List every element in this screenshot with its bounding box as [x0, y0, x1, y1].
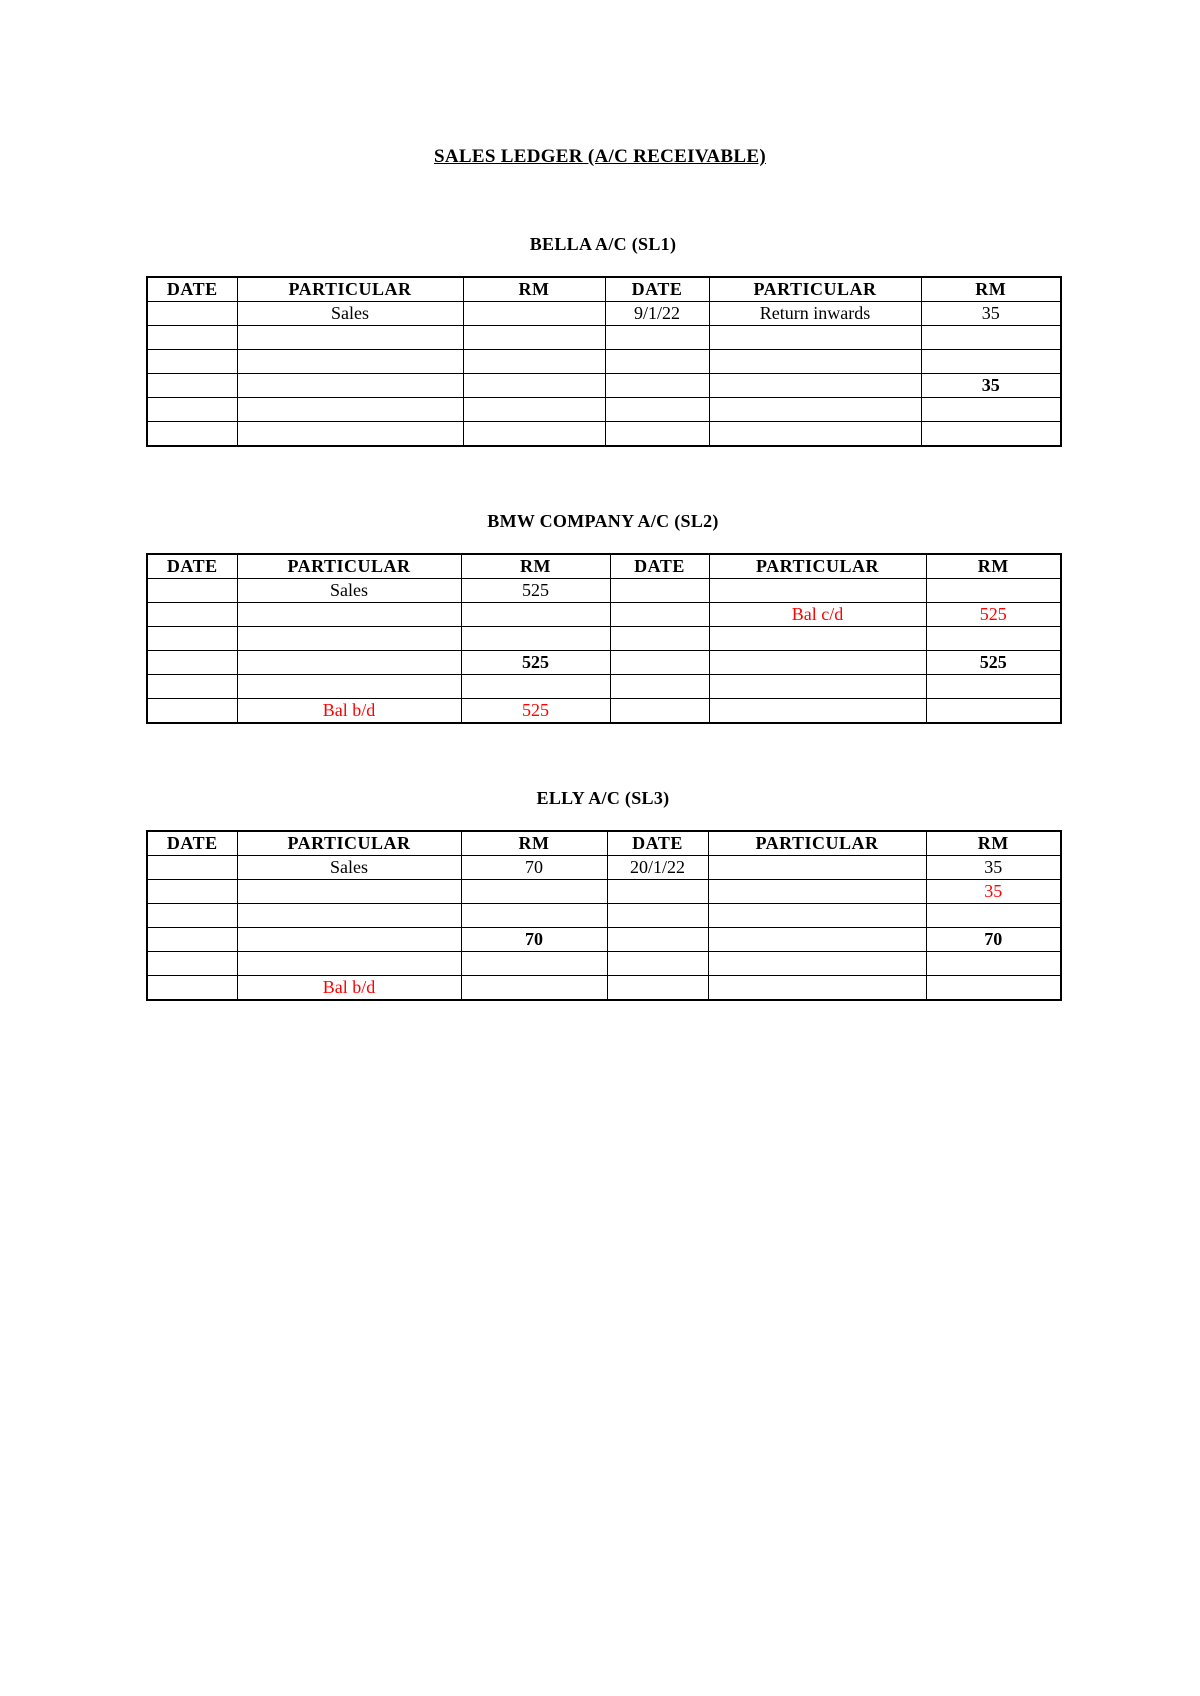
header-rm: RM [926, 831, 1061, 856]
debit-rm-cell [461, 976, 607, 1001]
credit-particular-cell [708, 952, 926, 976]
debit-particular-cell: Sales [237, 579, 461, 603]
credit-rm-cell [926, 699, 1061, 724]
debit-particular-cell [237, 675, 461, 699]
page-title: SALES LEDGER (A/C RECEIVABLE) [434, 146, 766, 167]
debit-date-cell [147, 627, 237, 651]
credit-date-cell [607, 880, 708, 904]
credit-rm-cell: 70 [926, 928, 1061, 952]
table-row [147, 880, 1061, 904]
table-row [147, 904, 1061, 928]
debit-particular-cell [237, 880, 461, 904]
header-date: DATE [605, 277, 709, 302]
debit-rm-cell [461, 952, 607, 976]
header-particular: PARTICULAR [708, 831, 926, 856]
credit-rm-cell [921, 398, 1061, 422]
debit-particular-cell: Bal b/d [237, 976, 461, 1001]
credit-rm-cell [921, 422, 1061, 447]
debit-date-cell [147, 928, 237, 952]
credit-particular-cell [709, 350, 921, 374]
credit-rm-cell [926, 904, 1061, 928]
credit-rm-cell [926, 952, 1061, 976]
credit-date-cell: 20/1/22 [607, 856, 708, 880]
header-date: DATE [147, 554, 237, 579]
account-title: BELLA A/C (SL1) [529, 234, 677, 254]
credit-date-cell [610, 579, 709, 603]
credit-particular-cell [709, 422, 921, 447]
header-particular: PARTICULAR [709, 277, 921, 302]
debit-particular-cell [237, 350, 463, 374]
credit-date-cell [607, 976, 708, 1001]
table-row [147, 699, 1061, 724]
debit-date-cell [147, 952, 237, 976]
credit-particular-cell [708, 928, 926, 952]
debit-rm-cell [463, 398, 605, 422]
debit-date-cell [147, 856, 237, 880]
credit-rm-cell: 35 [926, 856, 1061, 880]
debit-particular-cell [237, 627, 461, 651]
debit-rm-cell [463, 326, 605, 350]
table-row [147, 976, 1061, 1001]
debit-particular-cell [237, 398, 463, 422]
credit-date-cell [607, 952, 708, 976]
header-row [147, 554, 1061, 579]
table-row [147, 675, 1061, 699]
header-date: DATE [147, 277, 237, 302]
header-date: DATE [607, 831, 708, 856]
credit-date-cell [605, 326, 709, 350]
debit-particular-cell: Bal b/d [237, 699, 461, 724]
debit-particular-cell [237, 928, 461, 952]
debit-rm-cell [461, 904, 607, 928]
header-particular: PARTICULAR [709, 554, 926, 579]
debit-rm-cell [463, 350, 605, 374]
debit-rm-cell: 70 [461, 928, 607, 952]
credit-date-cell [605, 374, 709, 398]
credit-particular-cell [708, 880, 926, 904]
debit-date-cell [147, 675, 237, 699]
credit-rm-cell: 35 [926, 880, 1061, 904]
debit-particular-cell [237, 422, 463, 447]
debit-date-cell [147, 422, 237, 447]
table-row [147, 928, 1061, 952]
credit-date-cell [607, 928, 708, 952]
header-rm: RM [461, 554, 610, 579]
debit-particular-cell [237, 904, 461, 928]
header-particular: PARTICULAR [237, 554, 461, 579]
credit-date-cell [605, 350, 709, 374]
debit-particular-cell: Sales [237, 856, 461, 880]
debit-date-cell [147, 302, 237, 326]
debit-date-cell [147, 579, 237, 603]
debit-particular-cell [237, 326, 463, 350]
table-row [147, 952, 1061, 976]
table-row [147, 326, 1061, 350]
debit-date-cell [147, 350, 237, 374]
credit-particular-cell [709, 579, 926, 603]
debit-rm-cell [461, 880, 607, 904]
account-title: ELLY A/C (SL3) [536, 788, 670, 808]
header-particular: PARTICULAR [237, 277, 463, 302]
credit-particular-cell [709, 374, 921, 398]
credit-particular-cell [709, 699, 926, 724]
credit-rm-cell: 525 [926, 651, 1061, 675]
table-row [147, 651, 1061, 675]
header-rm: RM [463, 277, 605, 302]
credit-particular-cell [709, 627, 926, 651]
debit-date-cell [147, 880, 237, 904]
debit-rm-cell [463, 422, 605, 447]
credit-date-cell [610, 699, 709, 724]
debit-date-cell [147, 603, 237, 627]
credit-rm-cell [926, 976, 1061, 1001]
credit-particular-cell: Return inwards [709, 302, 921, 326]
credit-date-cell [610, 603, 709, 627]
credit-date-cell [607, 904, 708, 928]
debit-particular-cell: Sales [237, 302, 463, 326]
header-date: DATE [610, 554, 709, 579]
table-row [147, 422, 1061, 447]
credit-date-cell [605, 398, 709, 422]
debit-rm-cell [463, 374, 605, 398]
credit-date-cell [610, 627, 709, 651]
credit-particular-cell [708, 856, 926, 880]
credit-rm-cell [921, 350, 1061, 374]
table-row [147, 856, 1061, 880]
credit-rm-cell [926, 627, 1061, 651]
debit-date-cell [147, 651, 237, 675]
debit-date-cell [147, 904, 237, 928]
credit-rm-cell [926, 675, 1061, 699]
debit-rm-cell: 525 [461, 699, 610, 724]
debit-rm-cell: 525 [461, 579, 610, 603]
credit-rm-cell: 525 [926, 603, 1061, 627]
header-rm: RM [926, 554, 1061, 579]
debit-rm-cell [461, 627, 610, 651]
account-title: BMW COMPANY A/C (SL2) [487, 511, 719, 531]
debit-rm-cell: 525 [461, 651, 610, 675]
table-row [147, 603, 1061, 627]
credit-rm-cell [921, 326, 1061, 350]
table-row [147, 627, 1061, 651]
debit-particular-cell [237, 603, 461, 627]
header-rm: RM [921, 277, 1061, 302]
header-rm: RM [461, 831, 607, 856]
debit-date-cell [147, 398, 237, 422]
credit-date-cell [610, 651, 709, 675]
credit-date-cell [610, 675, 709, 699]
table-row [147, 350, 1061, 374]
credit-particular-cell [709, 398, 921, 422]
debit-particular-cell [237, 952, 461, 976]
header-row [147, 277, 1061, 302]
credit-particular-cell [708, 904, 926, 928]
credit-particular-cell [708, 976, 926, 1001]
credit-particular-cell: Bal c/d [709, 603, 926, 627]
credit-particular-cell [709, 675, 926, 699]
debit-rm-cell [463, 302, 605, 326]
table-row [147, 398, 1061, 422]
header-date: DATE [147, 831, 237, 856]
debit-date-cell [147, 699, 237, 724]
debit-particular-cell [237, 651, 461, 675]
ledger-table [146, 830, 1062, 1001]
debit-rm-cell [461, 675, 610, 699]
ledger-table [146, 553, 1062, 724]
debit-particular-cell [237, 374, 463, 398]
table-row [147, 579, 1061, 603]
credit-rm-cell: 35 [921, 302, 1061, 326]
debit-date-cell [147, 326, 237, 350]
credit-date-cell [605, 422, 709, 447]
credit-particular-cell [709, 651, 926, 675]
debit-date-cell [147, 374, 237, 398]
debit-rm-cell: 70 [461, 856, 607, 880]
credit-rm-cell: 35 [921, 374, 1061, 398]
table-row [147, 374, 1061, 398]
debit-date-cell [147, 976, 237, 1001]
credit-particular-cell [709, 326, 921, 350]
ledger-table [146, 276, 1062, 447]
debit-rm-cell [461, 603, 610, 627]
credit-date-cell: 9/1/22 [605, 302, 709, 326]
header-particular: PARTICULAR [237, 831, 461, 856]
table-row [147, 302, 1061, 326]
header-row [147, 831, 1061, 856]
credit-rm-cell [926, 579, 1061, 603]
